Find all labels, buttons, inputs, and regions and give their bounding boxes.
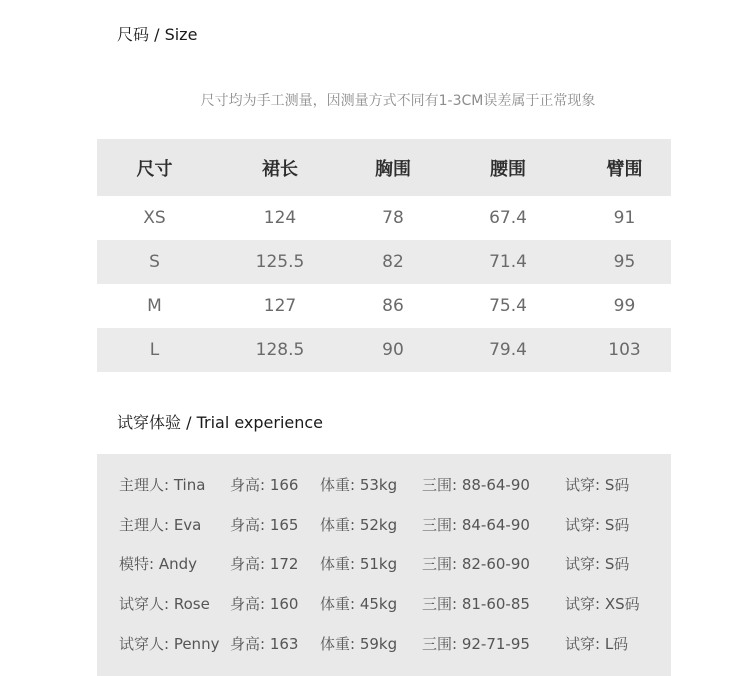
table-row xyxy=(97,284,671,328)
trial-height: 身高: 165 xyxy=(230,516,299,534)
cell-waist: 71.4 xyxy=(438,240,578,284)
trial-person: 试穿人: Rose xyxy=(119,595,210,613)
header-dress-length: 裙长 xyxy=(212,139,348,196)
size-section-title: 尺码 / Size xyxy=(117,25,198,44)
measurement-note: 尺寸均为手工测量，因测量方式不同有1-3CM误差属于正常现象 xyxy=(200,93,596,109)
trial-size-worn: 试穿: XS码 xyxy=(565,595,640,613)
trial-height: 身高: 166 xyxy=(230,476,299,494)
cell-waist: 75.4 xyxy=(489,296,527,316)
cell-bust: 78 xyxy=(382,208,404,228)
list-item xyxy=(97,514,671,534)
trial-measurements: 三围: 88-64-90 xyxy=(422,476,530,494)
trial-measurements: 三围: 81-60-85 xyxy=(422,595,530,613)
cell-size: L xyxy=(97,328,212,372)
trial-list xyxy=(97,454,671,676)
cell-dress-length: 128.5 xyxy=(212,328,348,372)
cell-dress-length: 127 xyxy=(263,296,297,316)
cell-dress-length: 125.5 xyxy=(212,240,348,284)
header-arm: 臂围 xyxy=(578,139,671,196)
trial-weight: 体重: 59kg xyxy=(320,635,398,653)
size-table xyxy=(97,139,671,372)
trial-person: 主理人: Tina xyxy=(119,476,206,494)
trial-measurements: 三围: 84-64-90 xyxy=(422,516,530,534)
trial-measurements: 三围: 92-71-95 xyxy=(422,635,530,653)
trial-weight: 体重: 52kg xyxy=(320,516,398,534)
cell-size: M xyxy=(147,296,162,316)
cell-arm: 91 xyxy=(613,208,636,228)
trial-person: 主理人: Eva xyxy=(119,516,202,534)
trial-weight: 体重: 45kg xyxy=(320,595,398,613)
trial-size-worn: 试穿: L码 xyxy=(565,635,629,653)
cell-dress-length: 124 xyxy=(263,208,297,228)
cell-waist: 67.4 xyxy=(489,208,527,228)
table-row xyxy=(97,196,671,240)
header-bust: 胸围 xyxy=(348,139,438,196)
trial-person: 试穿人: Penny xyxy=(119,635,220,653)
trial-height: 身高: 160 xyxy=(230,595,299,613)
list-item xyxy=(97,633,671,653)
trial-weight: 体重: 53kg xyxy=(320,476,398,494)
cell-arm: 95 xyxy=(578,240,671,284)
list-item xyxy=(97,593,671,613)
trial-section-title: 试穿体验 / Trial experience xyxy=(117,413,324,432)
trial-person: 模特: Andy xyxy=(119,555,197,573)
trial-height: 身高: 172 xyxy=(230,555,299,573)
cell-arm: 103 xyxy=(578,328,671,372)
cell-waist: 79.4 xyxy=(438,328,578,372)
trial-size-worn: 试穿: S码 xyxy=(565,555,630,573)
header-waist: 腰围 xyxy=(438,139,578,196)
trial-size-worn: 试穿: S码 xyxy=(565,476,630,494)
list-item xyxy=(97,474,671,494)
table-row xyxy=(97,328,671,372)
table-row xyxy=(97,240,671,284)
size-table-header-row xyxy=(97,139,671,196)
cell-size: S xyxy=(97,240,212,284)
header-size: 尺寸 xyxy=(97,139,212,196)
cell-bust: 86 xyxy=(382,296,404,316)
cell-bust: 82 xyxy=(348,240,438,284)
trial-height: 身高: 163 xyxy=(230,635,299,653)
trial-size-worn: 试穿: S码 xyxy=(565,516,630,534)
trial-weight: 体重: 51kg xyxy=(320,555,398,573)
list-item xyxy=(97,553,671,573)
cell-bust: 90 xyxy=(348,328,438,372)
cell-size: XS xyxy=(143,208,166,228)
cell-arm: 99 xyxy=(613,296,636,316)
trial-measurements: 三围: 82-60-90 xyxy=(422,555,530,573)
